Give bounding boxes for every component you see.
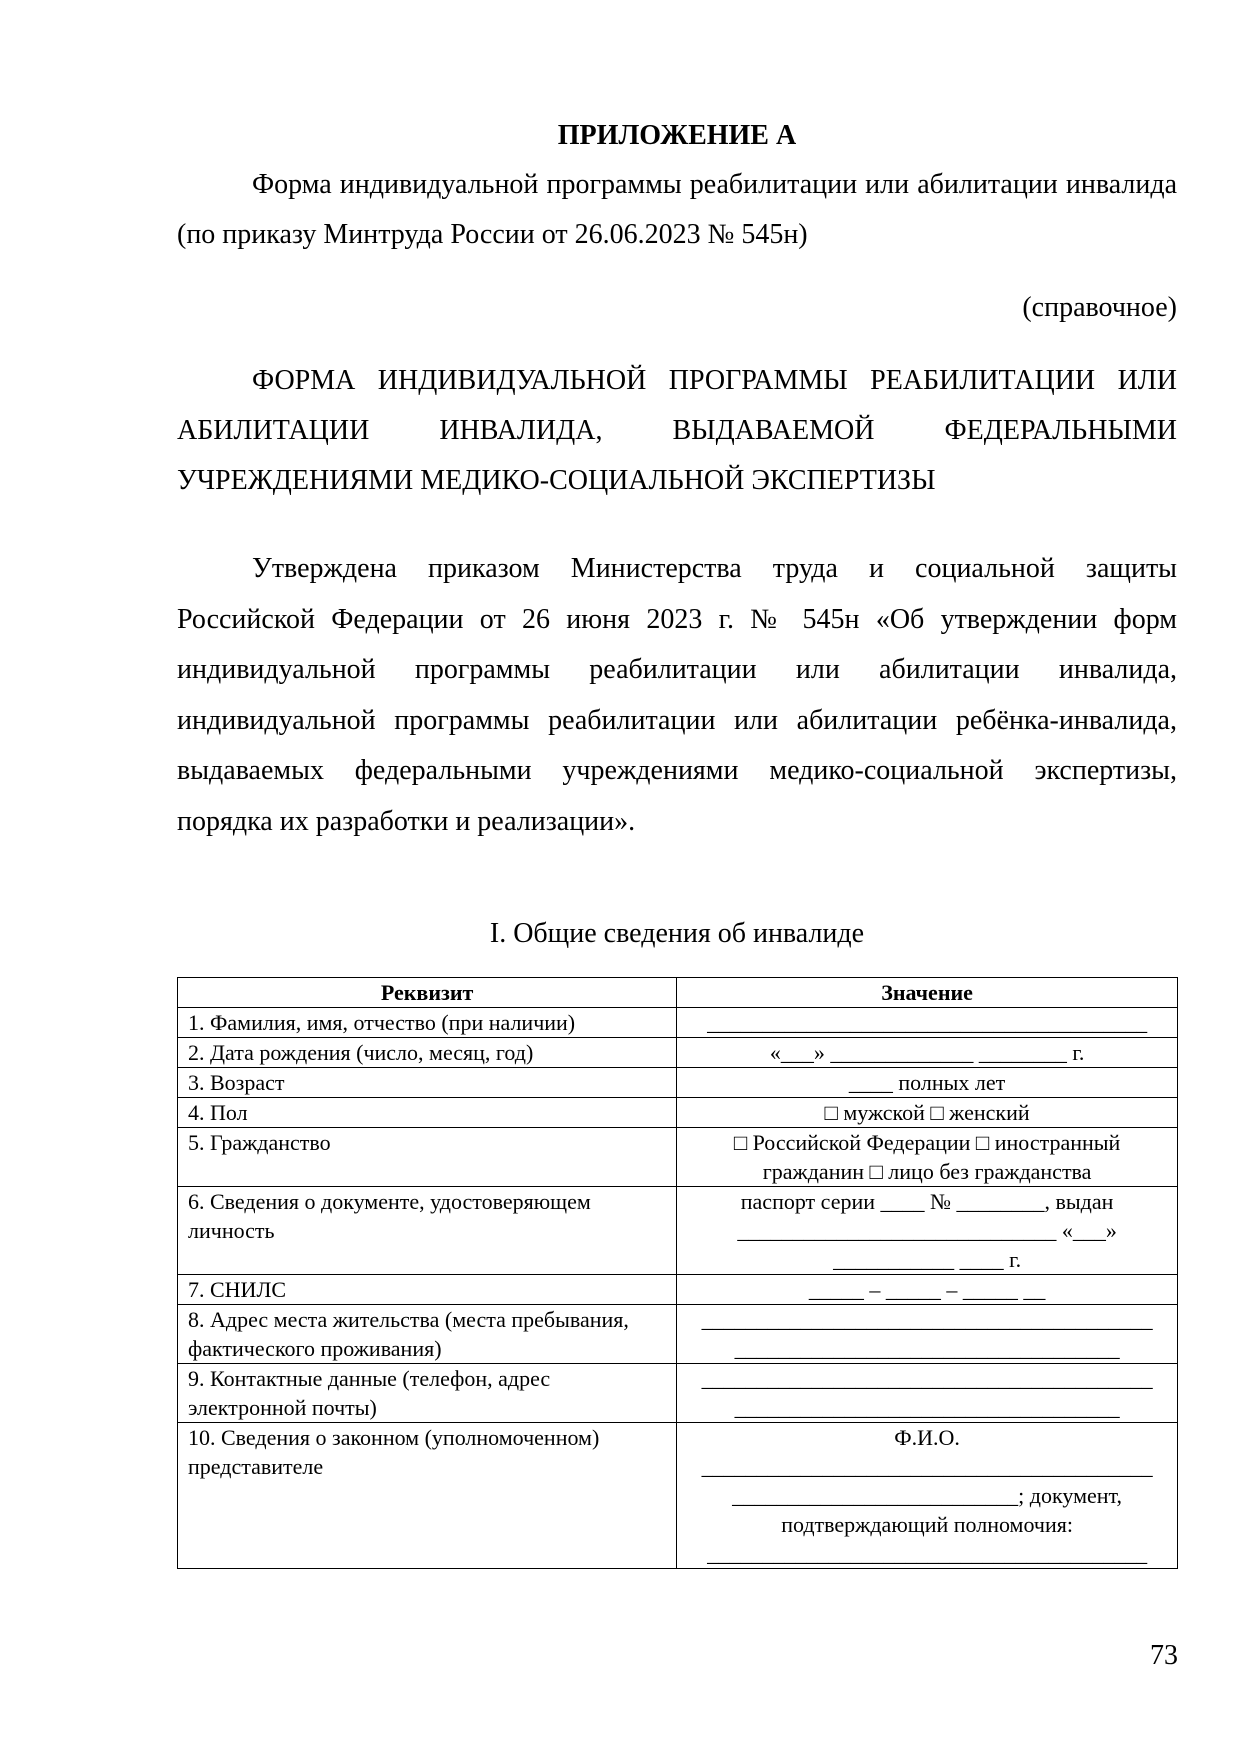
table-row (178, 1423, 1178, 1569)
value-line: паспорт серии ____ № ________, выдан (740, 1189, 1114, 1214)
table-row (178, 1364, 1178, 1423)
value-line: □ мужской □ женский (824, 1100, 1030, 1125)
requisite-cell: 5. Гражданство (178, 1128, 677, 1187)
requisite-cell: 4. Пол (178, 1098, 677, 1128)
column-header-value: Значение (677, 978, 1178, 1008)
value-line: ___________________________________ (734, 1336, 1120, 1361)
value-cell (677, 1128, 1178, 1187)
value-cell (677, 1098, 1178, 1128)
value-line: ____ полных лет (848, 1070, 1006, 1095)
value-cell (677, 1068, 1178, 1098)
table-row (178, 1098, 1178, 1128)
value-line: «___» _____________ ________ г. (769, 1040, 1085, 1065)
requisite-cell: 8. Адрес места жительства (места пребывания, фактического проживания) (178, 1305, 677, 1364)
table-row (178, 1038, 1178, 1068)
value-line: □ Российской Федерации □ иностранный (733, 1130, 1121, 1155)
value-line: _____________________________ «___» (737, 1218, 1117, 1243)
requisite-cell: 3. Возраст (178, 1068, 677, 1098)
value-line: ___________________________________ (734, 1395, 1120, 1420)
value-line: ________________________________________ (707, 1541, 1148, 1566)
value-cell (677, 1364, 1178, 1423)
requisite-cell: 2. Дата рождения (число, месяц, год) (178, 1038, 677, 1068)
table-row (178, 1305, 1178, 1364)
page-number: 73 (1150, 1640, 1178, 1671)
requisite-cell: 6. Сведения о документе, удостоверяющем личность (178, 1187, 677, 1275)
value-line: __________________________; документ, (732, 1483, 1122, 1508)
reference-note: (справочное) (1022, 292, 1177, 323)
value-cell (677, 1423, 1178, 1569)
value-cell (677, 1275, 1178, 1305)
requisite-cell: 1. Фамилия, имя, отчество (при наличии) (178, 1008, 677, 1038)
value-line: _____ – _____ – _____ __ (808, 1277, 1046, 1302)
value-line: ________________________________________ (707, 1010, 1148, 1035)
value-cell (677, 1187, 1178, 1275)
requisite-cell: 7. СНИЛС (178, 1275, 677, 1305)
table-row (178, 1068, 1178, 1098)
value-cell (677, 1038, 1178, 1068)
value-cell (677, 1305, 1178, 1364)
table-header-row (178, 978, 1178, 1008)
value-cell (677, 1008, 1178, 1038)
intro-paragraph: Форма индивидуальной программы реабилитации или абилитации инвалида (по приказу Минтруда России от 26.06.2023 № 545н) (177, 169, 1177, 250)
table-body (178, 1008, 1178, 1569)
column-header-requisite: Реквизит (178, 978, 677, 1008)
table-row (178, 1128, 1178, 1187)
form-title: ФОРМА ИНДИВИДУАЛЬНОЙ ПРОГРАММЫ РЕАБИЛИТАЦИИ ИЛИ АБИЛИТАЦИИ ИНВАЛИДА, ВЫДАВАЕМОЙ ФЕДЕРАЛЬНЫМИ УЧРЕЖДЕНИЯМИ МЕДИКО-СОЦИАЛЬНОЙ ЭКСПЕРТИЗЫ (177, 365, 1177, 496)
disabled-person-info-table (177, 977, 1178, 1569)
value-line: гражданин □ лицо без гражданства (762, 1159, 1092, 1184)
requisite-cell: 9. Контактные данные (телефон, адрес электронной почты) (178, 1364, 677, 1423)
appendix-heading: ПРИЛОЖЕНИЕ А (557, 120, 797, 151)
value-line: _________________________________________ (701, 1307, 1153, 1332)
table-row (178, 1008, 1178, 1038)
value-line: _________________________________________ (701, 1366, 1153, 1391)
value-line: ___________ ____ г. (833, 1247, 1022, 1272)
value-line: Ф.И.О. (894, 1425, 960, 1450)
approval-paragraph: Утверждена приказом Министерства труда и социальной защиты Российской Федерации от 26 июня 2023 г. № 545н «Об утверждении форм индивидуальной программы реабилитации или абилитации инвалида, индивидуальной программы реабилитации или абилитации ребёнка-инвалида, выдаваемых федеральными учреждениями медико-социальной экспертизы, порядка их разработки и реализации». (177, 553, 1177, 837)
table-row (178, 1187, 1178, 1275)
section-heading: I. Общие сведения об инвалиде (489, 918, 865, 949)
value-line: _________________________________________ (701, 1454, 1153, 1479)
table-row (178, 1275, 1178, 1305)
requisite-cell: 10. Сведения о законном (уполномоченном) представителе (178, 1423, 677, 1569)
value-line: подтверждающий полномочия: (781, 1512, 1073, 1537)
